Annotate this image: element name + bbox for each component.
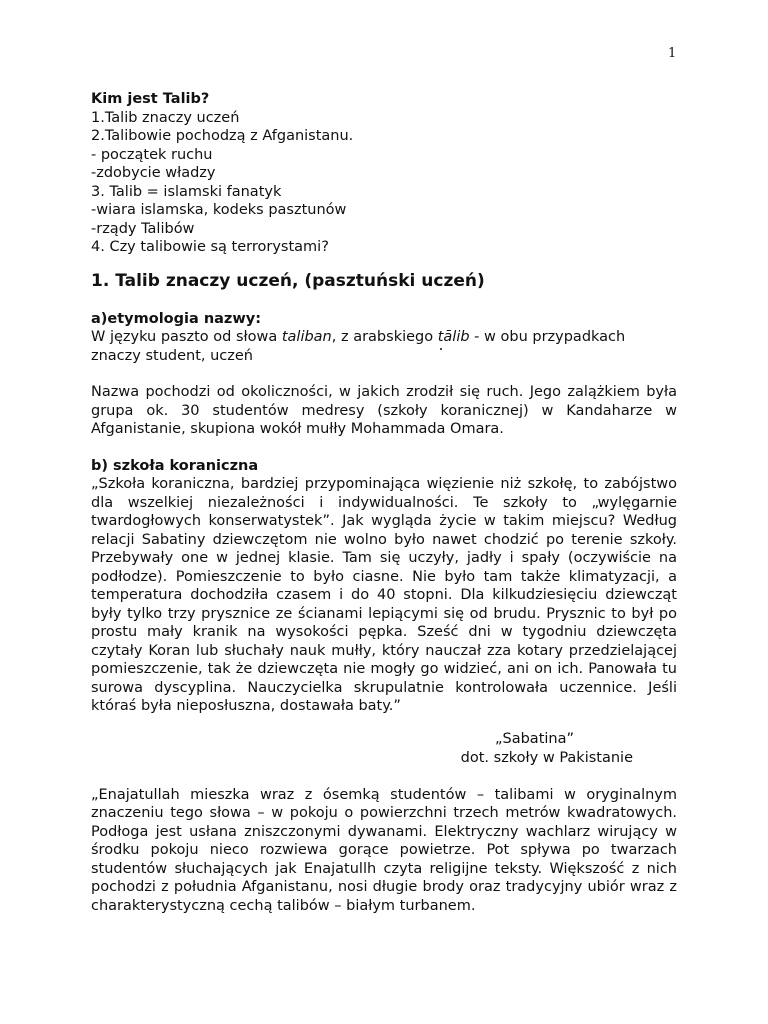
school-section	[91, 457, 677, 768]
outline-item: - początek ruchu	[91, 146, 213, 163]
term-talib-rest: ālib	[443, 329, 470, 345]
etymology-text-part: - w obu przypadkach	[469, 329, 626, 345]
school-heading: b) szkoła koraniczna	[91, 457, 259, 474]
outline-item: 2.Talibowie pochodzą z Afganistanu.	[91, 128, 354, 144]
etymology-text-part: W języku paszto od słowa	[91, 329, 282, 345]
outline-title: Kim jest Talib?	[91, 91, 210, 107]
outline-item: -rządy Talibów	[91, 220, 195, 237]
outline-item: -wiara islamska, kodeks pasztunów	[91, 202, 347, 218]
page-number: 1	[668, 46, 677, 61]
school-quote: „Szkoła koraniczna, bardziej przypominająca więzienie niż szkołę, to zabójstwo dla wszelkiej niezależności i indywidualności. Te szkoły to „wylęgarnie twardogłowych konserwatystek”. Jak wygląda życie w takim miejscu? Według relacji Sabatiny dziewczętom nie wolno było nawet chodzić po terenie szkoły. Przebywały one w jednej klasie. Tam się uczyły, jadły i spały (oczywiście na podłodze). Pomieszczenie to było ciasne. Nie było tam także klimatyzacji, a temperatura dochodziła czasem i do 40 stopni. Dla kilkudziesięciu dziewcząt były tylko trzy prysznice ze ścianami lepiącymi się od brudu. Prysznic to był po prostu mały kranik na wysokości pępka. Sześć dni w tygodniu dziewczęta czytały Koran lub słuchały nauk mułły, który nauczał zza kotary przedzielającej pomieszczenie, tak że dziewczęta nie mogły go widzieć, ani on ich. Panowała tu surowa dyscyplina. Nauczycielka skrupulatnie kontrolowała uczennice. Jeśli któraś była nieposłuszna, dostawała baty.”	[91, 476, 677, 714]
etymology-heading: a)etymologia nazwy:	[91, 310, 262, 327]
etymology-text	[91, 328, 677, 347]
enajatullah-paragraph: „Enajatullah mieszka wraz z ósemką studentów – talibami w oryginalnym znaczeniu tego słowa – w pokoju o powierzchni trzech metrów kwadratowych. Podłoga jest usłana zniszczonymi dywanami. Elektryczny wachlarz wirujący w środku pokoju nieco rozwiewa gorące powietrze. Pot spływa po twarzach studentów słuchających jak Enajatullh czyta religijne teksty. Większość z nich pochodzi z południa Afganistanu, nosi długie brody oraz tradycyjny ubiór wraz z charakterystyczną cechą talibów – białym turbanem.	[91, 786, 677, 914]
outline-item: 1.Talib znaczy uczeń	[91, 109, 240, 126]
etymology-section	[91, 310, 677, 366]
outline	[91, 90, 677, 257]
outline-item: -zdobycie władzy	[91, 165, 216, 181]
origin-paragraph: Nazwa pochodzi od okoliczności, w jakich zrodził się ruch. Jego zalążkiem była grupa ok. 30 studentów medresy (szkoły koranicznej) w Kandaharze w Afganistanie, skupiona wokół mułły Mohammada Omara.	[91, 384, 677, 437]
section-heading: 1. Talib znaczy uczeń, (pasztuński uczeń)	[91, 270, 485, 291]
etymology-text-part: , z arabskiego	[331, 329, 438, 345]
term-taliban: taliban	[281, 329, 332, 345]
signature-name: „Sabatina”	[495, 730, 574, 747]
outline-item: 4. Czy talibowie są terrorystami?	[91, 239, 329, 255]
document-body	[91, 90, 677, 915]
term-talib-t: t	[437, 329, 444, 345]
term-talib	[438, 329, 470, 345]
signature-description: dot. szkoły w Pakistanie	[460, 749, 633, 766]
etymology-text-line2: znaczy student, uczeń	[91, 347, 253, 364]
outline-item: 3. Talib = islamski fanatyk	[91, 183, 282, 200]
